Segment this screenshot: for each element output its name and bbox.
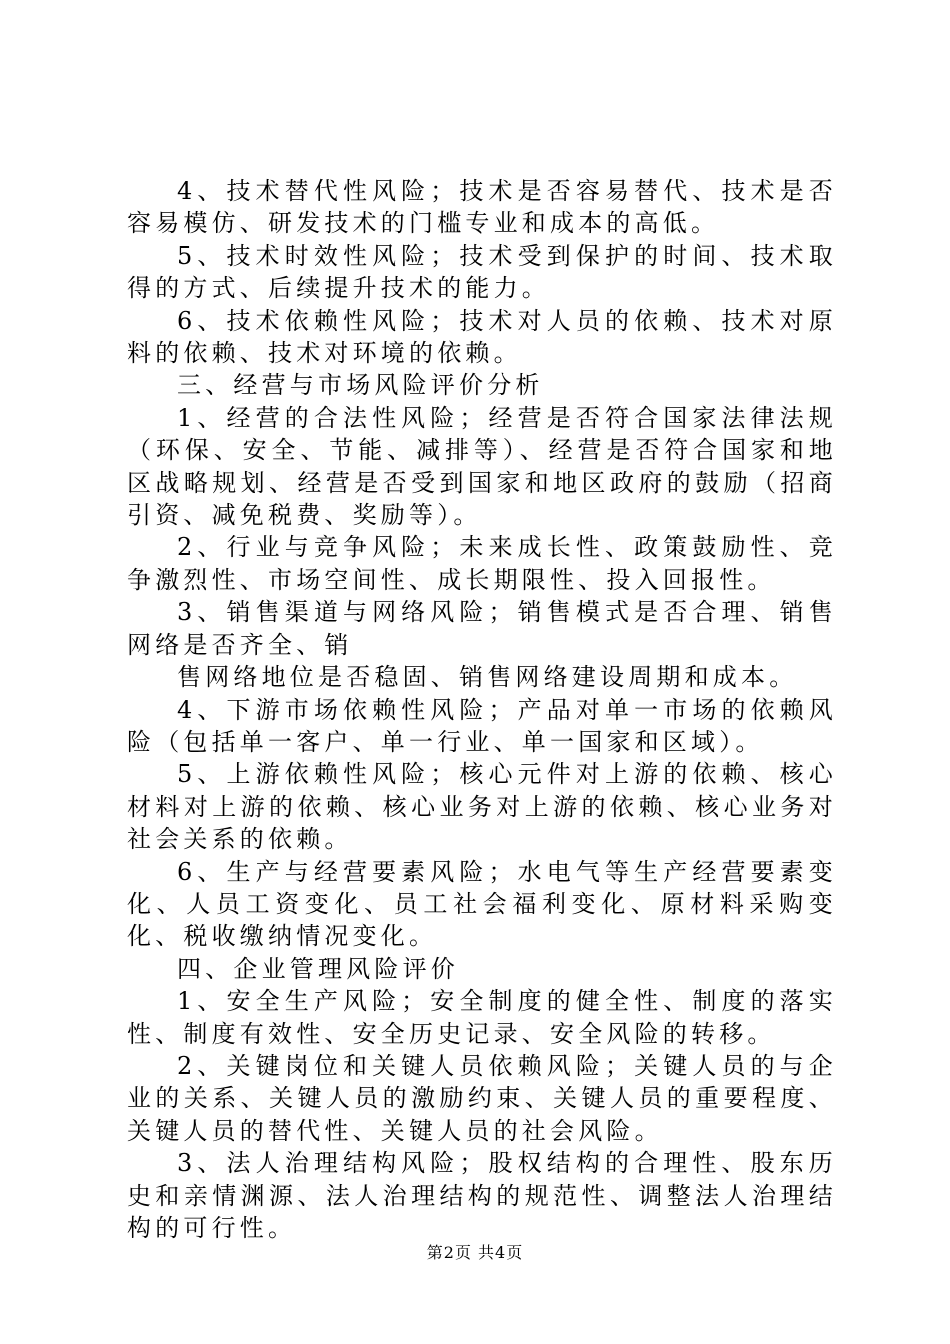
paragraph-tech-timeliness-risk: 5、技术时效性风险；技术受到保护的时间、技术取得的方式、后续提升技术的能力。 bbox=[127, 241, 837, 303]
paragraph-sales-channel-risk-continued: 售网络地位是否稳固、销售网络建设周期和成本。 bbox=[177, 663, 798, 692]
paragraph-tech-dependency-risk: 6、技术依赖性风险；技术对人员的依赖、技术对原料的依赖、技术对环境的依赖。 bbox=[127, 306, 837, 368]
paragraph-sales-channel-risk: 3、销售渠道与网络风险；销售模式是否合理、销售网络是否齐全、销 bbox=[127, 598, 837, 659]
paragraph-business-legality-risk: 1、经营的合法性风险；经营是否符合国家法律法规（环保、安全、节能、减排等）、经营是否符合国家和地区战略规划、经营是否受到国家和地区政府的鼓励（招商引资、减免税费、奖励等）。 bbox=[127, 403, 837, 530]
page-number-footer: 第2页 共4页 bbox=[426, 1243, 524, 1262]
paragraph-upstream-dependency-risk: 5、上游依赖性风险；核心元件对上游的依赖、核心材料对上游的依赖、核心业务对上游的依赖、核心业务对社会关系的依赖。 bbox=[127, 760, 837, 854]
paragraph-production-factor-risk: 6、生产与经营要素风险；水电气等生产经营要素变化、人员工资变化、员工社会福利变化、原材料采购变化、税收缴纳情况变化。 bbox=[127, 857, 837, 951]
paragraph-key-personnel-risk: 2、关键岗位和关键人员依赖风险；关键人员的与企业的关系、关键人员的激励约束、关键人员的重要程度、关键人员的替代性、关键人员的社会风险。 bbox=[127, 1051, 837, 1145]
paragraph-industry-competition-risk: 2、行业与竞争风险；未来成长性、政策鼓励性、竞争激烈性、市场空间性、成长期限性、投入回报性。 bbox=[127, 533, 837, 594]
paragraph-tech-substitution-risk: 4、技术替代性风险；技术是否容易替代、技术是否容易模仿、研发技术的门槛专业和成本的高低。 bbox=[127, 177, 837, 238]
paragraph-safety-production-risk: 1、安全生产风险；安全制度的健全性、制度的落实性、制度有效性、安全历史记录、安全风险的转移。 bbox=[127, 987, 837, 1048]
section-heading-management-risk: 四、企业管理风险评价 bbox=[177, 954, 459, 983]
section-heading-business-market: 三、经营与市场风险评价分析 bbox=[177, 371, 544, 400]
document-body bbox=[127, 175, 837, 1244]
paragraph-governance-structure-risk: 3、法人治理结构风险；股权结构的合理性、股东历史和亲情渊源、法人治理结构的规范性、调整法人治理结构的可行性。 bbox=[127, 1149, 837, 1242]
paragraph-downstream-dependency-risk: 4、下游市场依赖性风险；产品对单一市场的依赖风险（包括单一客户、单一行业、单一国家和区域）。 bbox=[127, 695, 837, 756]
